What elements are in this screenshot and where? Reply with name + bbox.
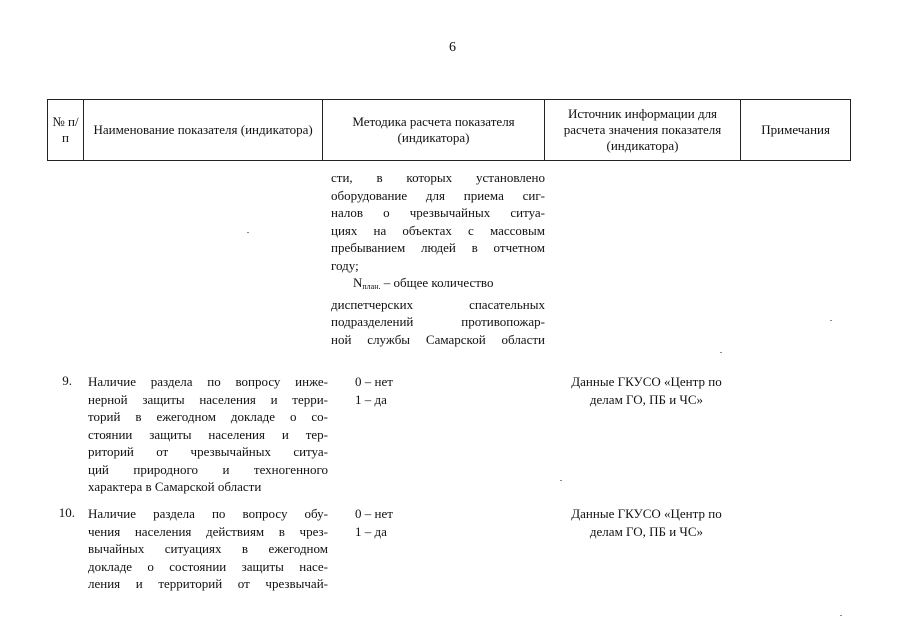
table-header: [47, 99, 851, 161]
method-line: пребыванием людей в отчетном: [331, 240, 545, 255]
row-number: 10.: [58, 505, 75, 520]
source-line: делам ГО, ПБ и ЧС»: [589, 391, 704, 407]
name-line: Наличие раздела по вопросу инже-: [88, 374, 328, 389]
method-line: году;: [331, 257, 359, 273]
name-line: ления и территорий от чрезвычай-: [88, 576, 328, 591]
source-line: Данные ГКУСО «Центр по: [571, 506, 722, 521]
method-line: циях на объектах с массовым: [331, 222, 545, 238]
information-source: [548, 505, 745, 540]
method-line: сти, в которых установлено: [331, 170, 545, 185]
header-information-source: Источник информации для расчета значения показателя (индикатора): [545, 100, 742, 160]
method-value: 1 – да: [355, 391, 387, 407]
method-value: 0 – нет: [355, 506, 393, 521]
method-line: ной службы Самарской области: [331, 331, 545, 347]
row-number: 9.: [62, 373, 72, 388]
method-value: 1 – да: [355, 523, 387, 539]
name-line: чения населения действиям в чрез-: [88, 523, 328, 539]
calculation-method: [355, 373, 475, 408]
header-number: № п/п: [48, 100, 84, 160]
formula-variable-line: [331, 274, 545, 296]
method-line: подразделений противопожар-: [331, 314, 545, 329]
name-line: стоянии защиты населения и тер-: [88, 426, 328, 442]
name-line: риторий от чрезвычайных ситуа-: [88, 444, 328, 459]
method-continuation: [331, 169, 545, 348]
name-line: характера в Самарской области: [88, 479, 262, 494]
scan-speck: [830, 320, 832, 321]
header-indicator-name: Наименование показателя (индикатора): [84, 100, 323, 160]
name-line: ций природного и техногенного: [88, 461, 328, 477]
method-value: 0 – нет: [355, 374, 393, 389]
method-line: налов о чрезвычайных ситуа-: [331, 205, 545, 220]
header-calculation-method: Методика расчета показателя (индикатора): [323, 100, 544, 160]
scan-speck: [720, 352, 722, 353]
source-line: Данные ГКУСО «Центр по: [571, 374, 722, 389]
source-line: делам ГО, ПБ и ЧС»: [589, 523, 704, 539]
variable-definition: – общее количество: [380, 275, 494, 290]
method-line: диспетчерских спасательных: [331, 296, 545, 312]
information-source: [548, 373, 745, 408]
page-number: 6: [449, 40, 456, 55]
name-line: торий в ежегодном докладе о со-: [88, 409, 328, 424]
name-line: Наличие раздела по вопросу обу-: [88, 506, 328, 521]
name-line: докладе о состоянии защиты насе-: [88, 558, 328, 574]
scan-speck: [840, 615, 842, 616]
indicator-name: [88, 373, 328, 496]
indicator-name: [88, 505, 328, 593]
calculation-method: [355, 505, 475, 540]
variable-subscript: план.: [362, 282, 381, 291]
name-line: нерной защиты населения и терри-: [88, 391, 328, 407]
scan-speck: [560, 480, 562, 481]
header-notes: Примечания: [761, 122, 830, 137]
name-line: вычайных ситуациях в ежегодном: [88, 541, 328, 556]
method-line: оборудование для приема сиг-: [331, 187, 545, 203]
scan-speck: [247, 232, 249, 233]
variable-symbol: N: [353, 275, 363, 290]
